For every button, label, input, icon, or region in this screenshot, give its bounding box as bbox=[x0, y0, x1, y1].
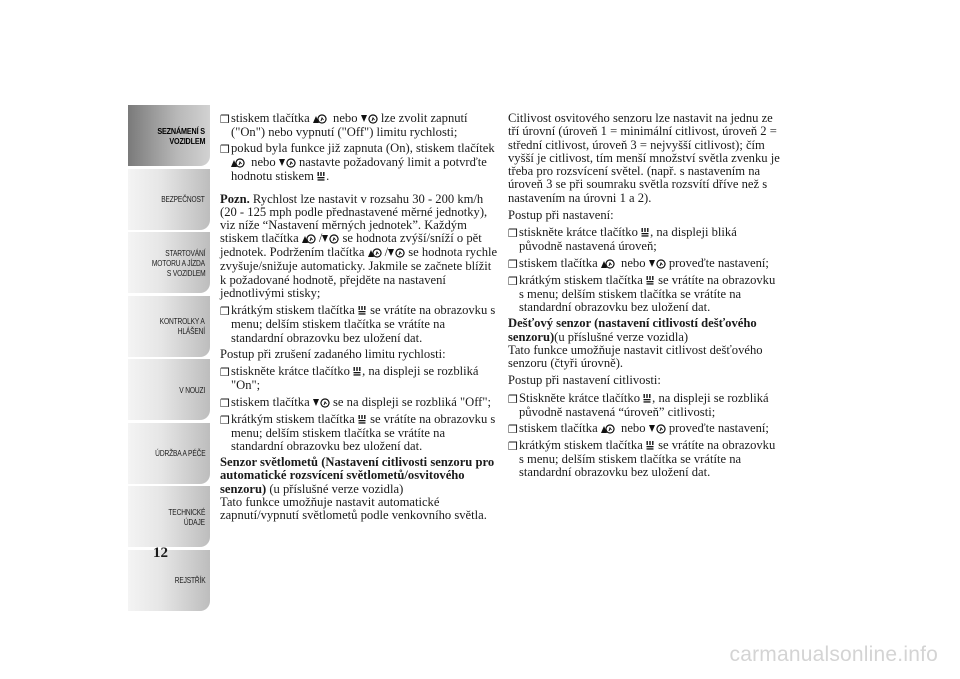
tab-kontrolky-a-hlášení[interactable] bbox=[128, 296, 210, 357]
tab-label: HLÁŠENÍ bbox=[177, 326, 205, 336]
up-arrow-button-icon bbox=[601, 423, 618, 436]
body-paragraph: Citlivost osvitového senzoru lze nastavit na jednu ze tří úrovní (úroveň 1 = minimální citlivost, úroveň 2 = střední citlivost, úroveň 3 = nejvyšší citlivost); čím vyšší je citlivost, tím menší množství světla zvenku je třeba pro rozsvícení světel. (např. s nastavením na úroveň 3 se při soumraku světla rozsvítí dříve než s nastavením na úrovni 1 a 2). bbox=[508, 111, 780, 205]
down-arrow-button-icon bbox=[649, 258, 666, 271]
checkbox-bullet-icon: ❒ bbox=[220, 305, 230, 319]
tab-údržba-a-péče[interactable] bbox=[128, 423, 210, 484]
note-paragraph: Pozn. Rychlost lze nastavit v rozsahu 30 - 200 km/h (20 - 125 mph podle přednastavené měrné jednotky), viz níže “Nastavení měrných jednotek”. Každým stiskem tlačítka / se hodnota zvýší/sníží o pět jednotek. Podržením tlačítka / se hodnota rychle zvyšuje/snižuje automaticky. Jakmile se začnete blížit k požadované hodnotě, přejděte na nastavení jednotlivými stisky; bbox=[220, 191, 498, 301]
menu-button-icon bbox=[353, 366, 362, 379]
checkbox-bullet-icon: ❒ bbox=[508, 440, 518, 454]
tab-seznámení-s-vozidlem[interactable] bbox=[128, 105, 210, 166]
tab-rejstřík[interactable] bbox=[128, 550, 210, 611]
list-item: ❒ stiskem tlačítka nebo proveďte nastavení; bbox=[508, 255, 769, 271]
page-number: 12 bbox=[153, 545, 168, 561]
checkbox-bullet-icon: ❒ bbox=[508, 423, 518, 437]
section-heading: Senzor světlometů (Nastavení citlivosti senzoru pro automatické rozsvícení světlometů/osvitového senzoru) (u příslušné verze vozidla) bbox=[220, 455, 495, 496]
checkbox-bullet-icon: ❒ bbox=[220, 366, 230, 380]
checkbox-bullet-icon: ❒ bbox=[220, 396, 230, 410]
rain-setup-title: Postup při nastavení citlivosti: bbox=[508, 373, 661, 388]
left-column bbox=[220, 112, 498, 527]
tab-label: S VOZIDLEM bbox=[166, 267, 205, 278]
tab-v-nouzi[interactable] bbox=[128, 359, 210, 420]
list-item: ❒ stiskem tlačítka nebo lze zvolit zapnutí ("On") nebo vypnutí ("Off") limitu rychlosti; bbox=[220, 111, 468, 139]
list-item: ❒ stiskem tlačítka nebo proveďte nastavení; bbox=[508, 421, 769, 437]
tab-technické-údaje[interactable] bbox=[128, 486, 210, 547]
checkbox-bullet-icon: ❒ bbox=[220, 413, 230, 427]
body-paragraph: Tato funkce umožňuje nastavit citlivost dešťového senzoru (čtyři úrovně). bbox=[508, 342, 763, 371]
section-heading: Dešťový senzor (nastavení citlivostí dešťového senzoru)(u příslušné verze vozidla) bbox=[508, 316, 757, 344]
down-arrow-button-icon bbox=[649, 423, 666, 436]
checkbox-bullet-icon: ❒ bbox=[508, 257, 518, 271]
checkbox-bullet-icon: ❒ bbox=[220, 143, 230, 157]
checkbox-bullet-icon: ❒ bbox=[508, 274, 518, 288]
checkbox-bullet-icon: ❒ bbox=[508, 392, 518, 406]
tab-label: MOTORU A JÍZDA bbox=[152, 257, 205, 268]
watermark: carmanualsonline.info bbox=[729, 643, 938, 666]
tab-label: ÚDAJE bbox=[184, 516, 205, 527]
tab-label: REJSTŘÍK bbox=[174, 575, 205, 585]
list-item: ❒ stiskem tlačítka se na displeji se rozbliká "Off"; bbox=[220, 394, 492, 410]
body-paragraph: Tato funkce umožňuje nastavit automatické zapnutí/vypnutí světlometů podle venkovního světla. bbox=[220, 495, 487, 523]
tab-label: ÚDRŽBA A PÉČE bbox=[154, 448, 205, 458]
list-item: ❒ stiskněte krátce tlačítko , na displeji se rozbliká "On"; bbox=[220, 364, 479, 393]
checkbox-bullet-icon: ❒ bbox=[508, 227, 518, 241]
tab-label: TECHNICKÉ bbox=[168, 506, 205, 517]
checkbox-bullet-icon: ❒ bbox=[220, 113, 230, 126]
list-item: ❒ krátkým stiskem tlačítka se vrátíte na obrazovku s menu; delším stiskem tlačítka se vrátíte na standardní obrazovku bez uložení dat. bbox=[508, 438, 776, 480]
list-item: ❒ krátkým stiskem tlačítka se vrátíte na obrazovku s menu; delším stiskem tlačítka se vrátíte na standardní obrazovku bez uložení dat. bbox=[508, 272, 776, 314]
tab-startování-motoru-a-jízda-s-vozidlem[interactable] bbox=[128, 232, 210, 293]
down-arrow-button-icon bbox=[313, 397, 330, 410]
list-item: ❒ krátkým stiskem tlačítka se vrátíte na obrazovku s menu; delším stiskem tlačítka se vrátíte na standardní obrazovku bez uložení dat. bbox=[220, 411, 496, 453]
tab-bezpečnost[interactable] bbox=[128, 169, 210, 230]
tab-label: KONTROLKY A bbox=[160, 316, 205, 326]
tab-label: BEZPEČNOST bbox=[161, 194, 205, 204]
list-item: ❒ pokud byla funkce již zapnuta (On), stiskem tlačítek nebo nastavte požadovaný limit a potvrďte hodnotu stiskem . bbox=[220, 141, 495, 183]
menu-button-icon bbox=[317, 171, 326, 184]
list-item: ❒ krátkým stiskem tlačítka se vrátíte na obrazovku s menu; delším stiskem tlačítka se vrátíte na standardní obrazovku bez uložení dat. bbox=[220, 303, 496, 345]
tab-label: VOZIDLEM bbox=[169, 135, 205, 146]
up-arrow-button-icon bbox=[601, 258, 618, 271]
list-item: ❒ Stiskněte krátce tlačítko , na displeji se rozbliká původně nastavená “úroveň” citlivosti; bbox=[508, 390, 769, 419]
tab-label: V NOUZI bbox=[179, 384, 205, 395]
tab-label: SEZNÁMENÍ S bbox=[157, 125, 205, 136]
tab-label: STARTOVÁNÍ bbox=[164, 247, 205, 258]
list-item: ❒ stiskněte krátce tlačítko , na displeji bliká původně nastavená úroveň; bbox=[508, 225, 737, 254]
right-column bbox=[508, 112, 780, 483]
setup-title: Postup při nastavení: bbox=[508, 208, 614, 223]
cancel-title: Postup při zrušení zadaného limitu rychlosti: bbox=[220, 346, 446, 361]
